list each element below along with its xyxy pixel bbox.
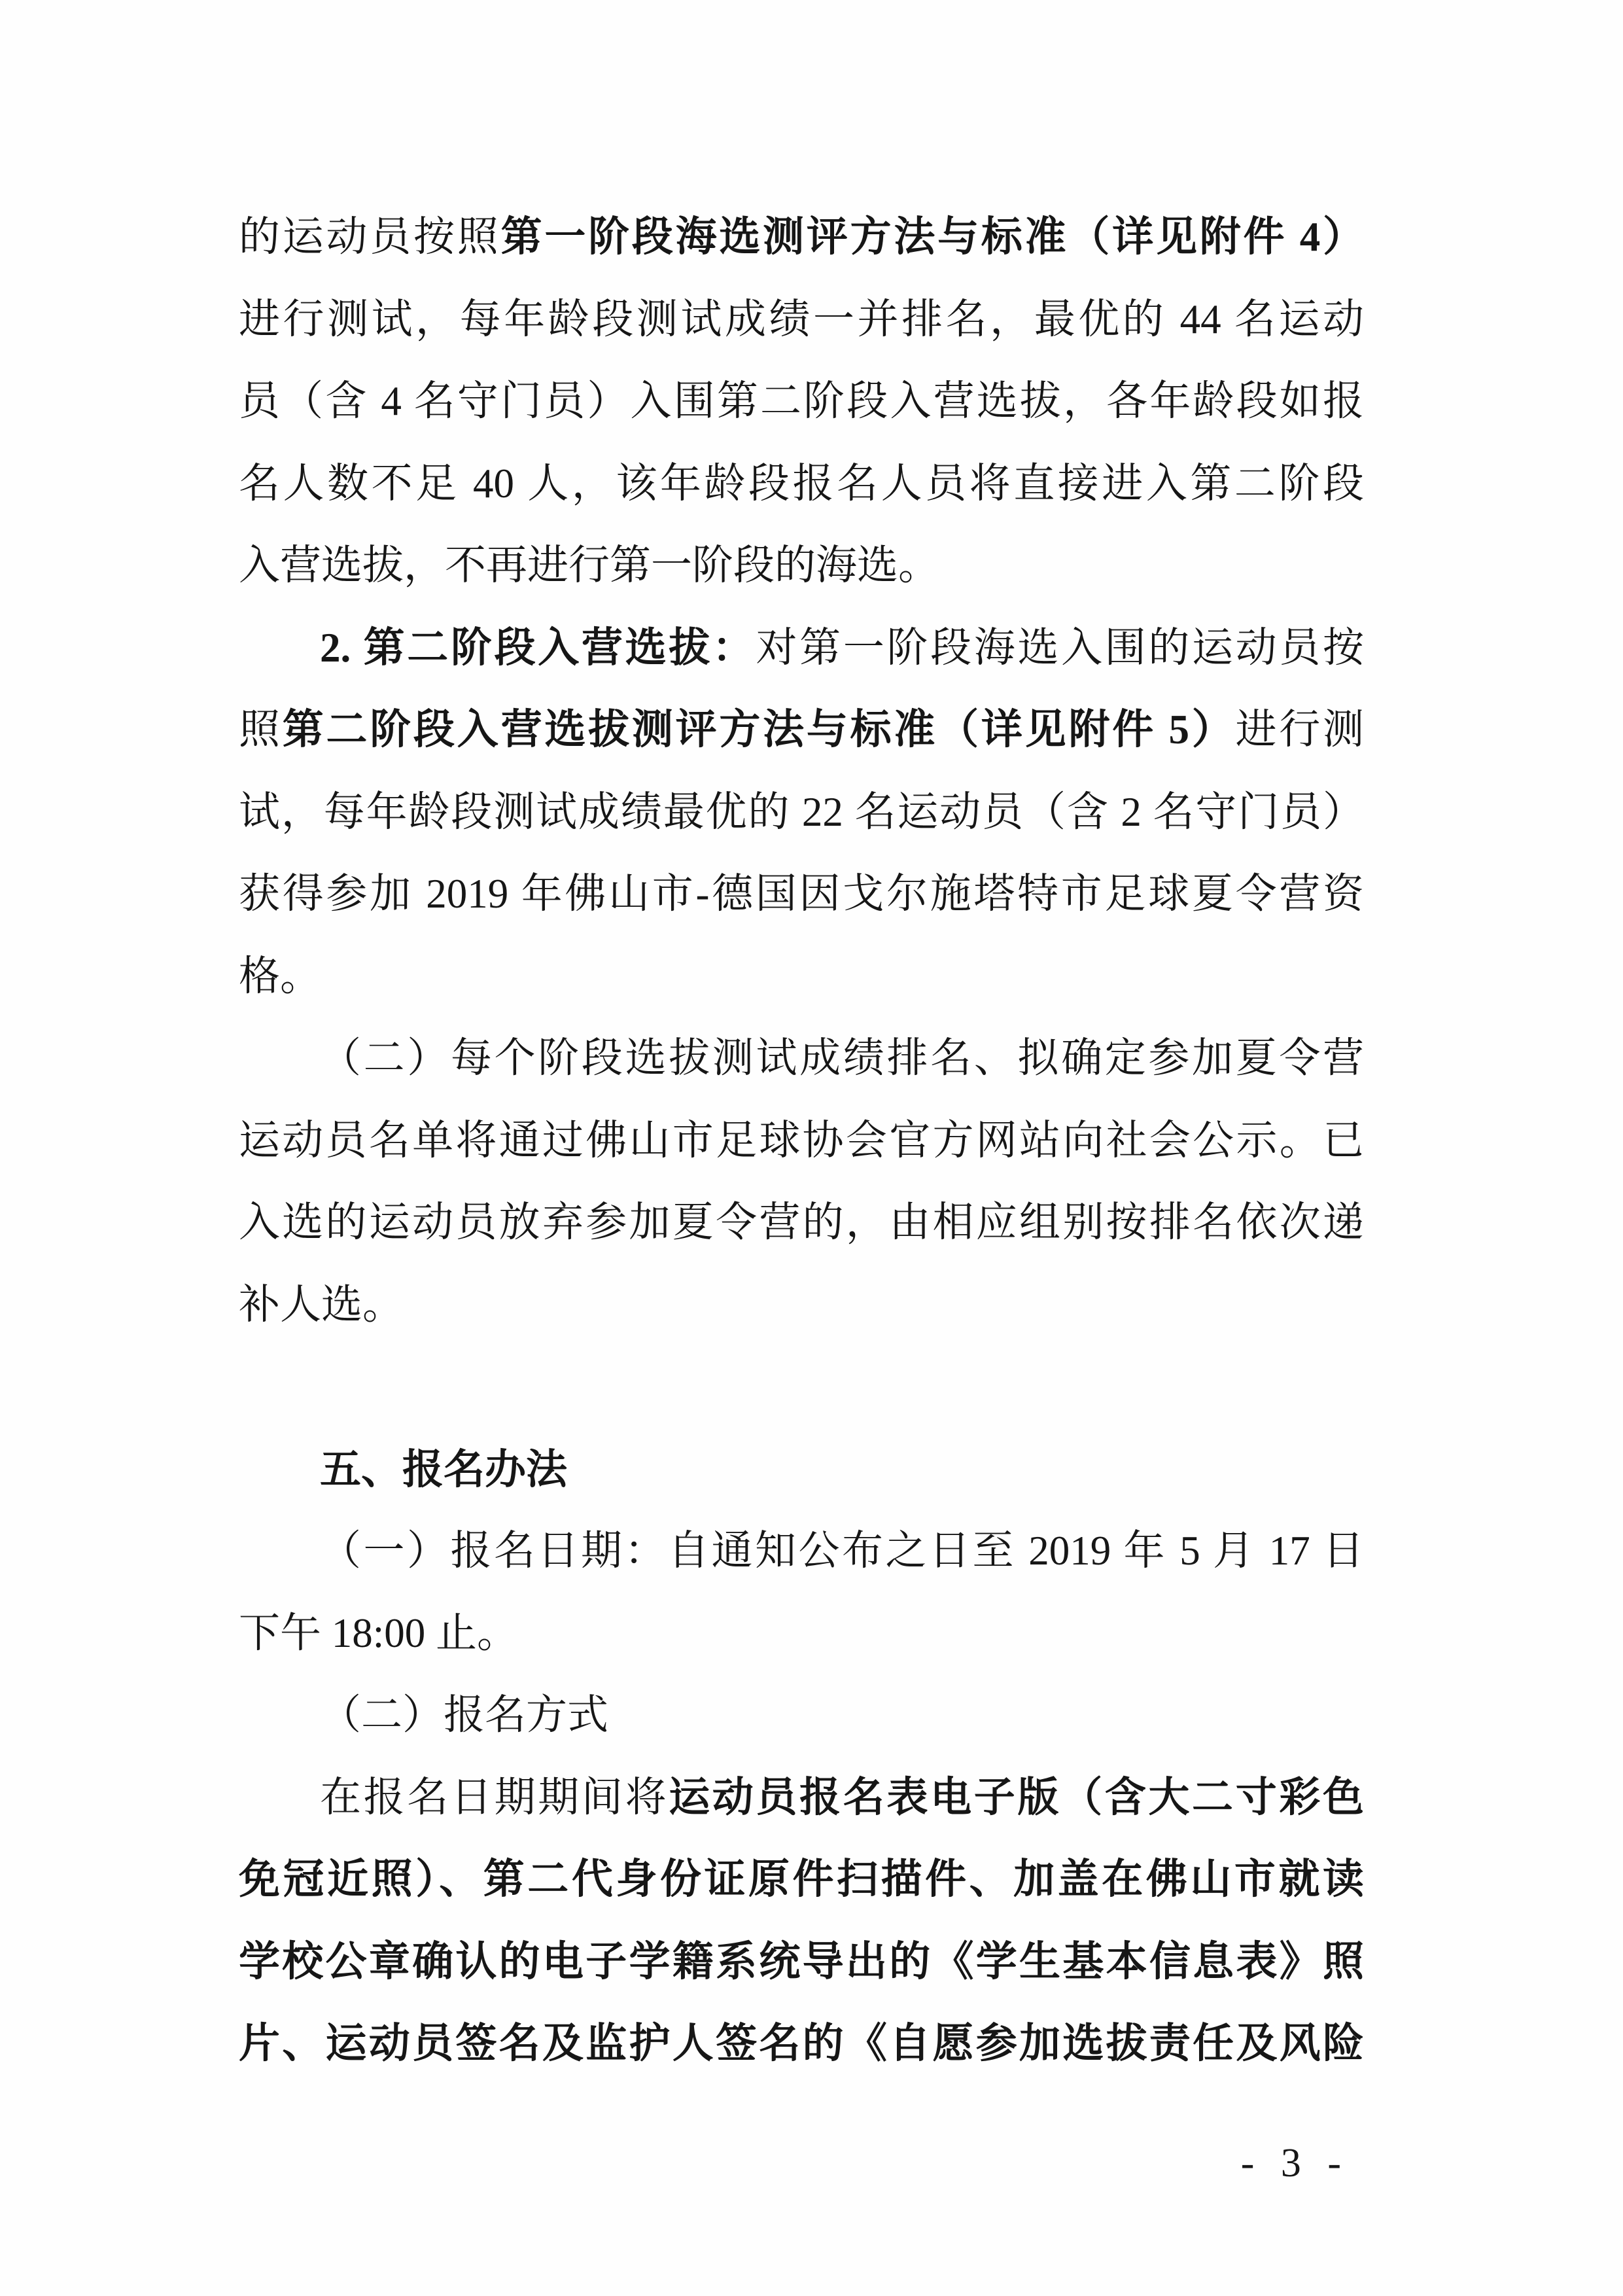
paragraph-line: [239, 1182, 1364, 1264]
text-segment: 格。: [239, 953, 321, 999]
paragraph-line: [239, 361, 1364, 443]
paragraph-line: [239, 936, 1364, 1018]
text-segment: 获得参加 2019 年佛山市-德国因戈尔施塔特市足球夏令营资: [239, 871, 1364, 917]
body-text: [239, 196, 1364, 2085]
text-segment: 照: [239, 707, 283, 752]
paragraph-line: [239, 1510, 1364, 1593]
bold-text-segment: 运动员报名表电子版（含大二寸彩色: [669, 1774, 1365, 1820]
paragraph-line: [239, 1921, 1364, 2004]
text-segment: 名人数不足 40 人，该年龄段报名人员将直接进入第二阶段: [239, 460, 1364, 506]
text-segment: 补人选。: [239, 1281, 404, 1328]
paragraph-line: [239, 1593, 1364, 1675]
bold-text-segment: 片、运动员签名及监护人签名的《自愿参加选拔责任及风险: [239, 2021, 1364, 2066]
text-segment: 进行测: [1235, 707, 1365, 752]
paragraph-line: [239, 525, 1364, 607]
bold-text-segment: 2. 第二阶段入营选拔：: [320, 624, 756, 671]
paragraph-line: [239, 1839, 1364, 1921]
text-segment: 对第一阶段海选入围的运动员按: [756, 624, 1365, 671]
paragraph-line: [239, 443, 1364, 525]
paragraph-line: [239, 853, 1364, 936]
text-segment: 下午 18:00 止。: [239, 1610, 519, 1656]
text-segment: 的运动员按照: [239, 214, 501, 260]
text-segment: 在报名日期期间将: [320, 1774, 669, 1820]
text-segment: 试，每年龄段测试成绩最优的 22 名运动员（含 2 名守门员）: [239, 788, 1364, 835]
text-segment: （二）每个阶段选拔测试成绩排名、拟确定参加夏令营: [320, 1035, 1364, 1081]
bold-text-segment: 免冠近照）、第二代身份证原件扫描件、加盖在佛山市就读: [239, 1856, 1364, 1902]
paragraph-line: [239, 1264, 1364, 1347]
bold-text-segment: 学校公章确认的电子学籍系统导出的《学生基本信息表》照: [239, 1938, 1364, 1985]
paragraph-line: [239, 1017, 1364, 1100]
paragraph-line: [239, 279, 1364, 361]
page-number: - 3 -: [1240, 2141, 1341, 2185]
paragraph-line: [239, 1100, 1364, 1182]
bold-text-segment: 第二阶段入营选拔测评方法与标准（详见附件 5）: [282, 707, 1236, 752]
blank-line: [239, 1346, 1364, 1428]
text-segment: 进行测试，每年龄段测试成绩一并排名，最优的 44 名运动: [239, 296, 1364, 342]
paragraph-line: [239, 2003, 1364, 2085]
subsection-heading: （二）报名方式: [320, 1692, 608, 1738]
paragraph-line: [239, 196, 1364, 279]
paragraph-line: [239, 1757, 1364, 1839]
text-segment: 入营选拔，不再进行第一阶段的海选。: [239, 542, 939, 588]
section-heading: 五、报名办法: [320, 1445, 567, 1493]
bold-text-segment: 第一阶段海选测评方法与标准（详见附件 4）: [500, 214, 1365, 260]
paragraph-line: [239, 771, 1364, 854]
text-segment: （一）报名日期：自通知公布之日至 2019 年 5 月 17 日: [320, 1528, 1364, 1574]
text-segment: 入选的运动员放弃参加夏令营的，由相应组别按排名依次递: [239, 1199, 1364, 1245]
paragraph-line: [239, 607, 1364, 690]
text-segment: 运动员名单将通过佛山市足球协会官方网站向社会公示。已: [239, 1117, 1364, 1163]
text-segment: 员（含 4 名守门员）入围第二阶段入营选拔，各年龄段如报: [239, 378, 1364, 424]
paragraph-line: [239, 689, 1364, 771]
